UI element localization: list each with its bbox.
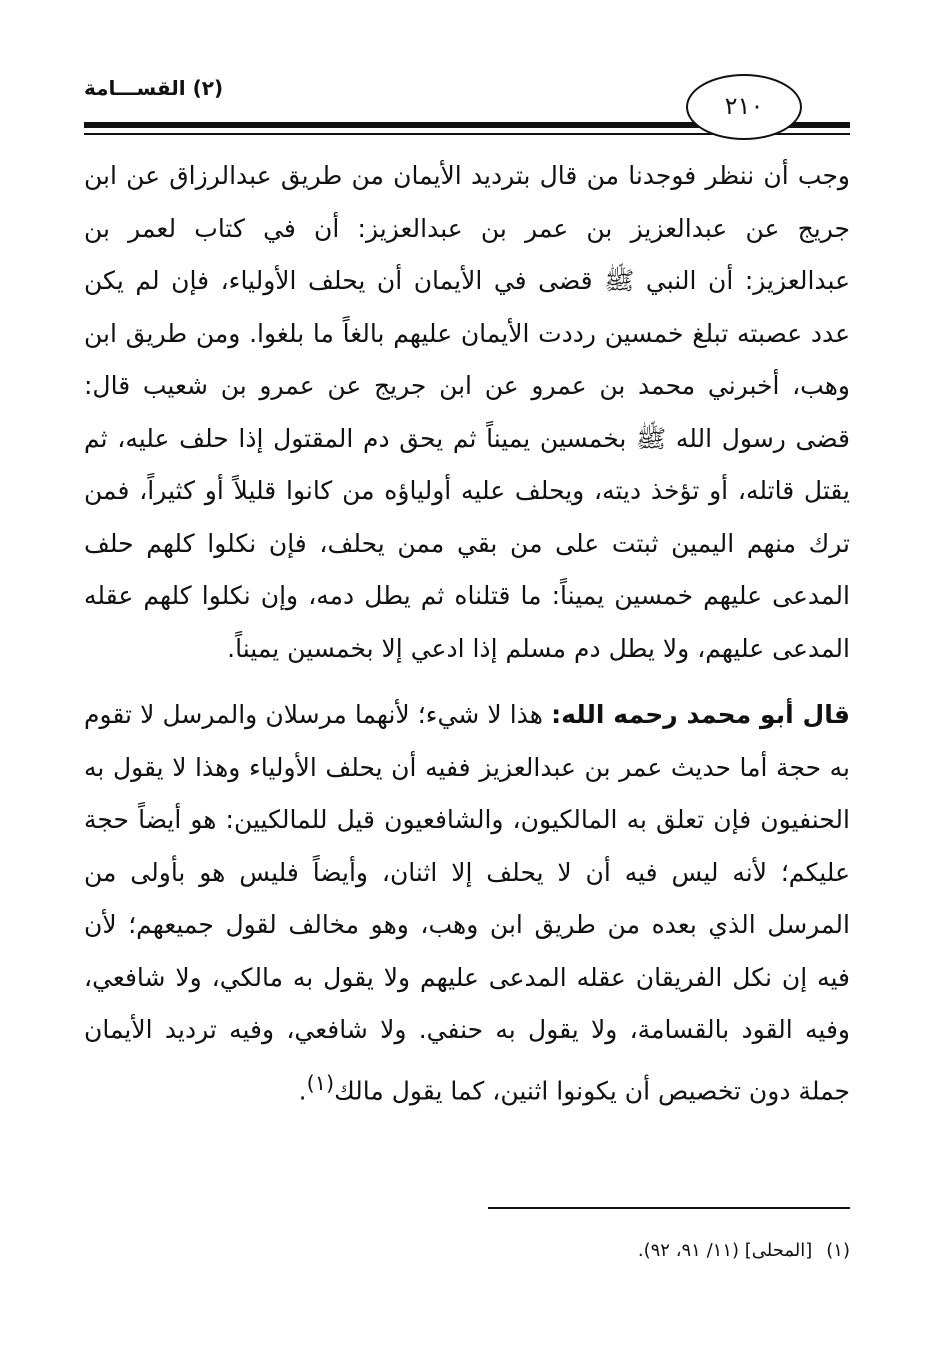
paragraph-2 [84,689,850,1117]
paragraph-2-ending: . [298,1075,307,1105]
paragraph-1: وجب أن ننظر فوجدنا من قال بترديد الأيمان من طريق عبدالرزاق عن ابن جريج عن عبدالعزيز بن عمر بن عبدالعزيز: أن في كتاب لعمر بن عبدالعزيز: أن النبي ﷺ قضى في الأيمان أن يحلف الأولياء، فإن لم يكن عدد عصبته تبلغ خمسين رددت الأيمان عليهم بالغاً ما بلغوا. ومن طريق ابن وهب، أخبرني محمد بن عمرو عن ابن جريج عن عمرو بن شعيب قال: قضى رسول الله ﷺ بخمسين يميناً ثم يحق دم المقتول إذا حلف عليه، ثم يقتل قاتله، أو تؤخذ ديته، ويحلف عليه أولياؤه من كانوا قليلاً أو كثيراً، فمن ترك منهم اليمين ثبتت على من بقي ممن يحلف، فإن نكلوا كلهم حلف المدعى عليهم خمسين يميناً: ما قتلناه ثم يطل دمه، وإن نكلوا كلهم عقله المدعى عليهم، ولا يطل دم مسلم إذا ادعي إلا بخمسين يميناً. [84,161,850,663]
footnote-reference[interactable]: (١) [306,1070,335,1095]
paragraph-2-text: هذا لا شيء؛ لأنهما مرسلان والمرسل لا تقوم به حجة أما حديث عمر بن عبدالعزيز ففيه أن يحلف الأولياء وهذا لا يقول به الحنفيون فإن تعلق به المالكيون، والشافعيون قيل للمالكيين: هو أيضاً حجة عليكم؛ لأنه ليس فيه أن لا يحلف إلا اثنان، وأيضاً فليس هو بأولى من المرسل الذي بعده من طريق ابن وهب، وهو مخالف لقول جميعهم؛ لأن فيه إن نكل الفريقان عقله المدعى عليهم ولا يقول به مالكي، ولا شافعي، وفيه القود بالقسامة، ولا يقول به حنفي. ولا شافعي، وفيه ترديد الأيمان جملة دون تخصيص أن يكونوا اثنين، كما يقول مالك [84,700,850,1105]
main-text [84,150,850,1117]
speaker-heading: قال أبو محمد رحمه الله: [551,700,850,729]
footnote-separator [488,1207,850,1209]
running-title: (٢) القســـامة [84,76,224,100]
page-number-oval [686,74,802,140]
footnote [400,1240,850,1261]
footnote-marker: (١) [826,1240,850,1261]
page-number: ٢١٠ [724,92,764,120]
footnote-text: [المحلى] (١١/ ٩١، ٩٢). [637,1240,813,1261]
